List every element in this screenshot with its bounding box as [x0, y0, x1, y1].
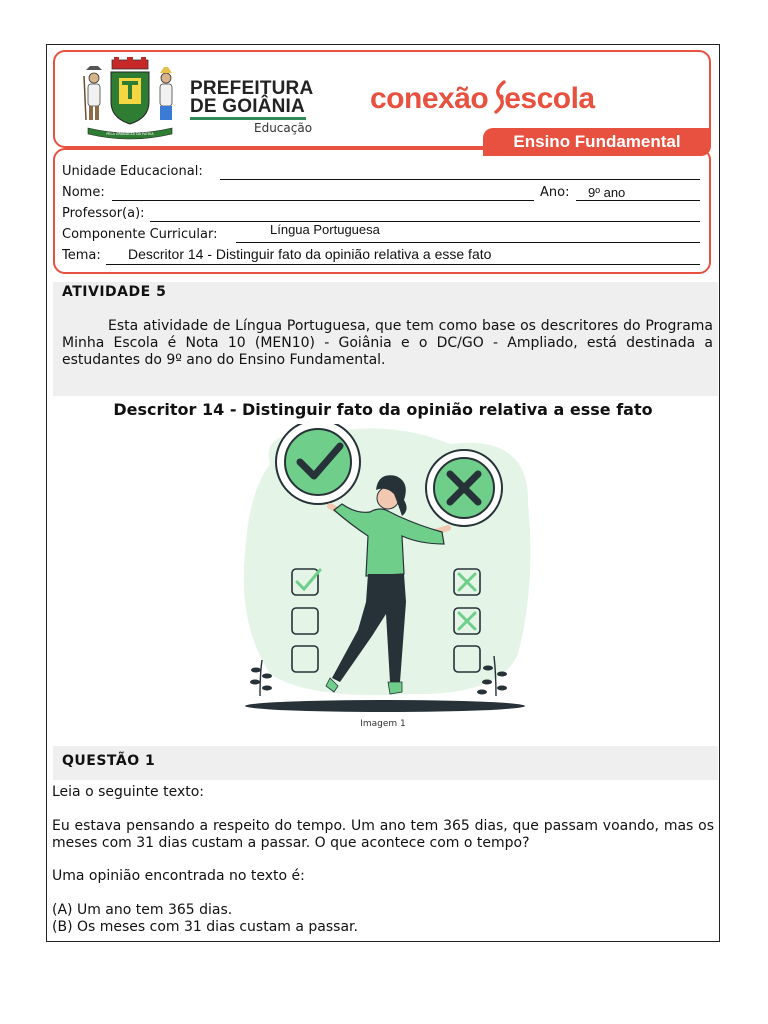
componente-value: Língua Portuguesa [270, 222, 380, 237]
option-a[interactable]: (A) Um ano tem 365 dias. [52, 902, 233, 918]
program-logo-mark-icon [490, 80, 510, 114]
unidade-label: Unidade Educacional: [62, 164, 203, 179]
atividade-title: ATIVIDADE 5 [62, 284, 167, 300]
ano-label: Ano: [540, 185, 570, 200]
professor-label: Professor(a): [62, 206, 145, 221]
componente-field[interactable] [236, 242, 700, 243]
program-logo-part1: conexão [370, 82, 489, 115]
tema-field[interactable] [106, 264, 700, 265]
atividade-text: Esta atividade de Língua Portuguesa, que tem como base os descritores do Programa Minha Escola é Nota 10 (MEN10) - Goiânia e o DC/GO - Ampliado, está destinada a estudantes do 9º ano do Ensino Fundamental. [62, 318, 713, 368]
questao-intro: Leia o seguinte texto: [52, 784, 204, 800]
tema-value: Descritor 14 - Distinguir fato da opinião relativa a esse fato [128, 246, 492, 262]
professor-field[interactable] [150, 221, 700, 222]
nome-label: Nome: [62, 185, 105, 200]
org-department: Educação [254, 121, 313, 135]
option-b[interactable]: (B) Os meses com 31 dias custam a passar. [52, 919, 358, 935]
fact-opinion-illustration [230, 424, 540, 716]
questao-title: QUESTÃO 1 [62, 753, 156, 769]
program-logo [370, 82, 595, 116]
program-logo-part2: escola [504, 82, 595, 115]
crest-motto: PELA GRANDEZA DA PÁTRIA [106, 132, 154, 136]
unidade-field[interactable] [220, 179, 700, 180]
org-name-line1: PREFEITURA [190, 78, 314, 99]
nome-field[interactable] [112, 200, 534, 201]
descritor-title: Descritor 14 - Distinguir fato da opinião relativa a esse fato [113, 400, 653, 419]
questao-text: Eu estava pensando a respeito do tempo. Um ano tem 365 dias, que passam voando, mas os meses com 31 dias custam a passar. O que acontece com o tempo? [52, 818, 714, 851]
org-underline [190, 117, 306, 120]
ano-field[interactable] [576, 200, 700, 201]
org-name-line2: DE GOIÂNIA [190, 96, 305, 117]
questao-prompt: Uma opinião encontrada no texto é: [52, 868, 305, 884]
ano-value: 9º ano [588, 185, 626, 200]
componente-label: Componente Curricular: [62, 227, 218, 242]
tema-label: Tema: [62, 248, 101, 263]
city-crest-logo [78, 56, 182, 142]
level-badge: Ensino Fundamental [483, 128, 711, 156]
image-caption: Imagem 1 [360, 719, 406, 729]
